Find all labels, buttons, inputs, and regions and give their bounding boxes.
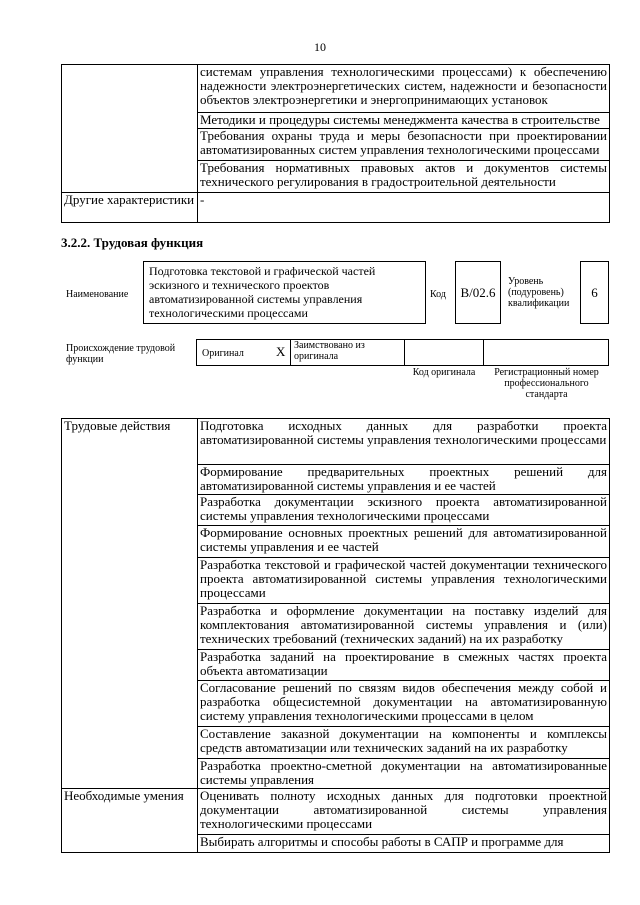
knowledge-item: Методики и процедуры системы менеджмента качества в строительстве (198, 113, 610, 129)
labor-action: Разработка заданий на проектирование в смежных частях проекта объекта автоматизации (198, 650, 610, 681)
level-label: Уровень (подуровень) квалификации (508, 276, 570, 309)
page-number: 10 (314, 40, 326, 54)
original-mark: Х (276, 344, 286, 359)
labor-action: Формирование предварительных проектных решений для автоматизированной системы управления и ее частей (198, 465, 610, 495)
origin-label: Происхождение трудовой функции (66, 343, 176, 365)
function-code: В/02.6 (455, 261, 501, 324)
skill-item: Оценивать полноту исходных данных для подготовки проектной документации автоматизированной системы управления технологическими процессами (198, 789, 610, 835)
divider (290, 339, 291, 366)
labor-actions-label: Трудовые действия (62, 419, 198, 789)
qualification-level: 6 (580, 261, 609, 324)
divider (483, 339, 484, 366)
section-heading: 3.2.2. Трудовая функция (61, 235, 204, 250)
labor-action: Согласование решений по связям видов обеспечения между собой и разработка общесистемной документации на автоматизированную систему управления технологическими процессами в целом (198, 681, 610, 727)
registration-caption: Регистрационный номер профессионального стандарта (494, 367, 599, 400)
labor-action: Разработка и оформление документации на поставку изделий для комплектования автоматизированной системы управления и (или) технических требований (технических заданий) на их разработку (198, 604, 610, 650)
labor-function-table (61, 418, 610, 853)
function-name: Подготовка текстовой и графической частей эскизного и технического проектов автоматизированной системы управления технологическими процессами (143, 261, 426, 324)
labor-action: Разработка текстовой и графической частей документации технического проекта автоматизированной системы управления технологическими процессами (198, 558, 610, 604)
knowledge-item: системам управления технологическими процессами) к обеспечению надежности электроэнергетических систем, надежности и безопасности объектов электроэнергетики и энергопринимающих установок (198, 65, 610, 113)
origin-table (196, 339, 609, 366)
name-label: Наименование (66, 289, 129, 300)
original-label: Оригинал (202, 348, 244, 359)
labor-action: Составление заказной документации на компоненты и комплексы средств автоматизации или технических заданий на их разработку (198, 727, 610, 759)
code-label: Код (430, 289, 446, 300)
knowledge-item: Требования охраны труда и меры безопасности при проектировании автоматизированных систем управления технологическими процессами (198, 129, 610, 161)
other-characteristics-value: - (198, 193, 610, 223)
other-characteristics-label: Другие характеристики (62, 193, 198, 223)
knowledge-label-cell (62, 65, 198, 193)
divider (404, 339, 405, 366)
borrowed-label: Заимствовано из оригинала (294, 340, 365, 362)
skills-label: Необходимые умения (62, 789, 198, 853)
labor-action: Разработка проектно-сметной документации на автоматизированные системы управления (198, 759, 610, 789)
labor-action: Подготовка исходных данных для разработки проекта автоматизированной системы управления технологическими процессами (198, 419, 610, 465)
labor-action: Формирование основных проектных решений для автоматизированной системы управления и ее частей (198, 526, 610, 558)
labor-action: Разработка документации эскизного проекта автоматизированной системы управления технологическими процессами (198, 495, 610, 526)
code-caption: Код оригинала (412, 367, 476, 378)
knowledge-table (61, 64, 610, 223)
knowledge-item: Требования нормативных правовых актов и документов системы технического регулирования в градостроительной деятельности (198, 161, 610, 193)
skill-item: Выбирать алгоритмы и способы работы в САПР и программе для (198, 835, 610, 853)
